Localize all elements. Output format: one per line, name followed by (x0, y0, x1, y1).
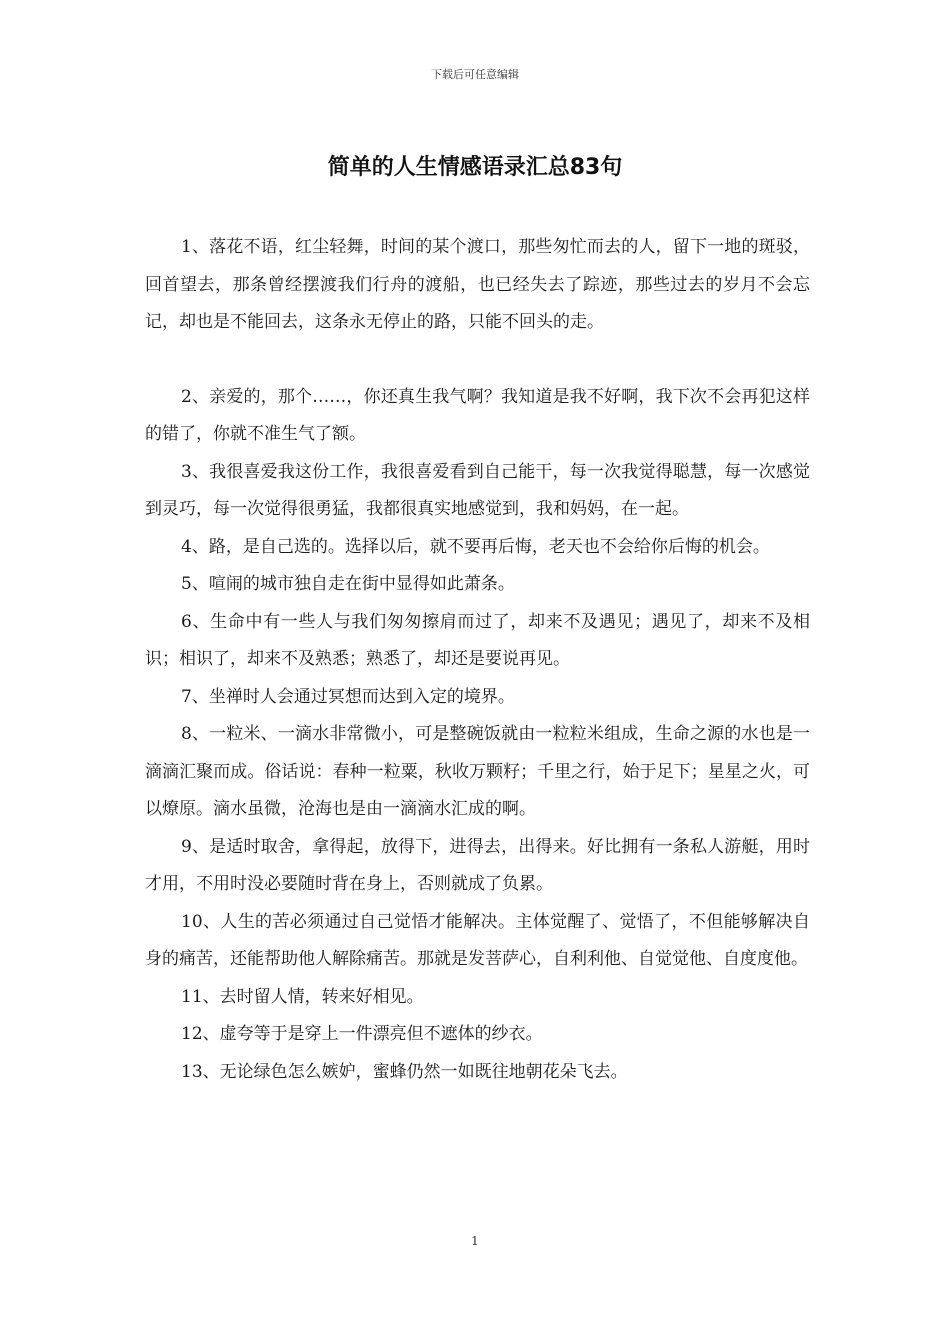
paragraph-12: 12、虚夸等于是穿上一件漂亮但不遮体的纱衣。 (181, 1024, 543, 1044)
paragraph-3: 3、我很喜爱我这份工作，我很喜爱看到自己能干，每一次我觉得聪慧，每一次感觉到灵巧，每一次觉得很勇猛，我都很真实地感觉到，我和妈妈，在一起。 (145, 461, 810, 519)
paragraph-8: 8、一粒米、一滴水非常微小，可是整碗饭就由一粒粒米组成，生命之源的水也是一滴滴汇聚而成。俗话说：春种一粒粟，秋收万颗籽；千里之行，始于足下；星星之火，可以燎原。滴水虽微，沧海也是由一滴滴水汇成的啊。 (145, 724, 810, 819)
paragraph-4: 4、路，是自己选的。选择以后，就不要再后悔，老天也不会给你后悔的机会。 (181, 536, 770, 557)
paragraph-1: 1、落花不语，红尘轻舞，时间的某个渡口，那些匆忙而去的人，留下一地的斑驳，回首望去，那条曾经摆渡我们行舟的渡船，也已经失去了踪迹，那些过去的岁月不会忘记，却也是不能回去，这条永无停止的路，只能不回头的走。 (145, 237, 810, 332)
paragraph-11: 11、去时留人情，转来好相见。 (181, 986, 424, 1007)
paragraph-7: 7、坐禅时人会通过冥想而达到入定的境界。 (181, 686, 515, 707)
document-body (145, 229, 810, 1091)
paragraph-2: 2、亲爱的，那个……，你还真生我气啊？我知道是我不好啊，我下次不会再犯这样的错了，你就不准生气了额。 (145, 386, 810, 444)
paragraph-13: 13、无论绿色怎么嫉妒，蜜蜂仍然一如既往地朝花朵飞去。 (181, 1061, 628, 1082)
header-note: 下载后可任意编辑 (431, 68, 519, 81)
page-number: 1 (471, 1234, 479, 1248)
paragraph-9: 9、是适时取舍，拿得起，放得下，进得去，出得来。好比拥有一条私人游艇，用时才用，不用时没必要随时背在身上，否则就成了负累。 (145, 836, 810, 894)
paragraph-10: 10、人生的苦必须通过自己觉悟才能解决。主体觉醒了、觉悟了，不但能够解决自身的痛苦，还能帮助他人解除痛苦。那就是发菩萨心，自利利他、自觉觉他、自度度他。 (145, 911, 810, 969)
document-title: 简单的人生情感语录汇总83句 (327, 155, 623, 180)
paragraph-6: 6、生命中有一些人与我们匆匆擦肩而过了，却来不及遇见；遇见了，却来不及相识；相识了，却来不及熟悉；熟悉了，却还是要说再见。 (145, 611, 810, 669)
paragraph-5: 5、喧闹的城市独自走在街中显得如此萧条。 (181, 574, 515, 594)
